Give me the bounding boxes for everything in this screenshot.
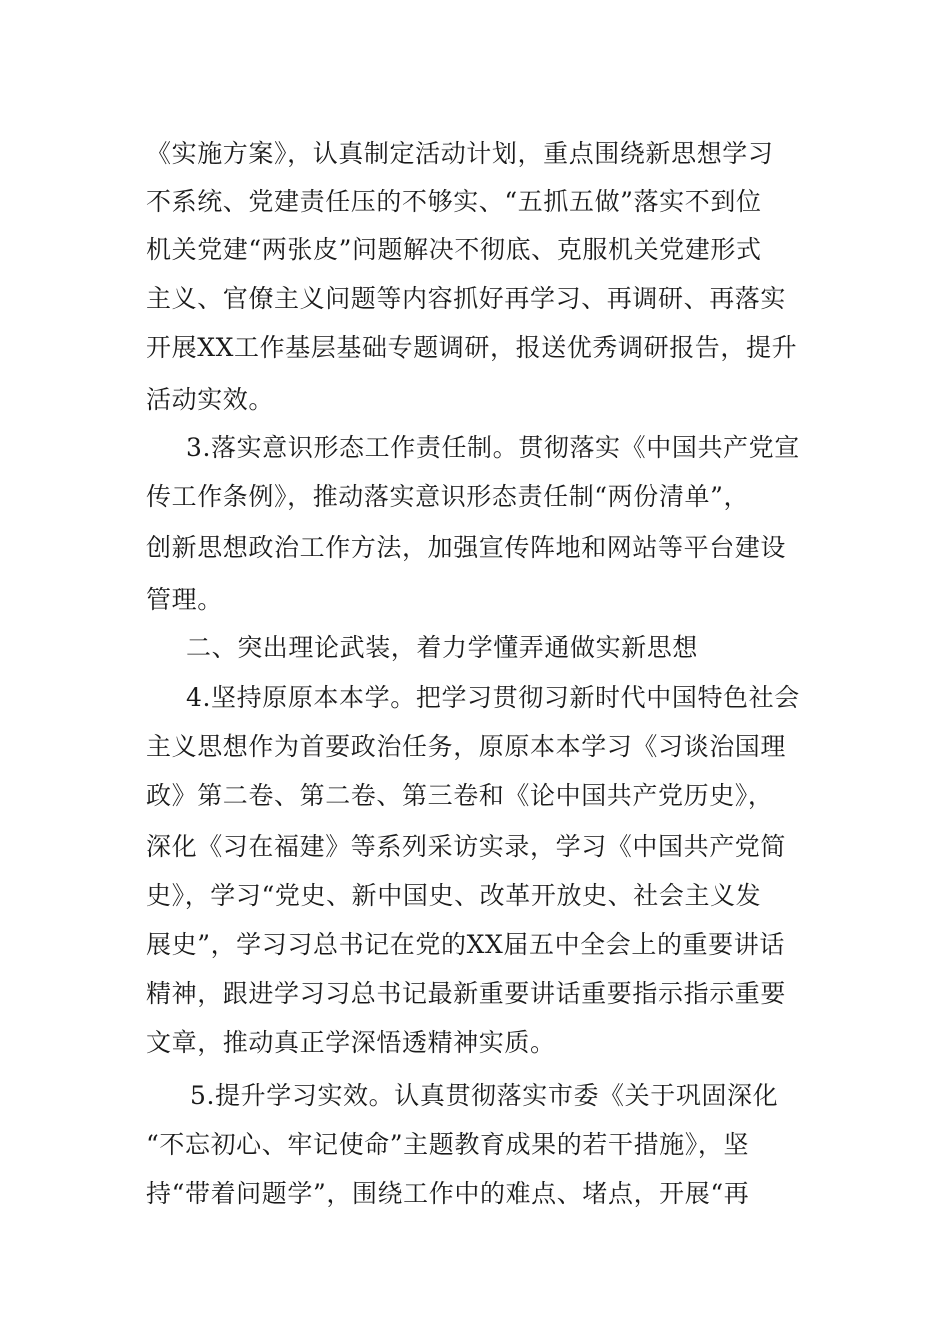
- text-line: 深化《习在福建》等系列采访实录，学习《中国共产党简: [146, 832, 787, 861]
- text-line: 史》，学习“党史、新中国史、改革开放史、社会主义发: [146, 881, 762, 910]
- paragraph-heading-4: 4.坚持原原本本学。把学习贯彻习新时代中国特色社会: [186, 683, 800, 712]
- text-line: 展史”，学习习总书记在党的XX届五中全会上的重要讲话: [146, 930, 785, 959]
- paragraph-heading-5: 5.提升学习实效。认真贯彻落实市委《关于巩固深化: [190, 1081, 779, 1110]
- text-line: 活动实效。: [146, 385, 275, 414]
- text-line: “不忘初心、牢记使命”主题教育成果的若干措施》，坚: [146, 1130, 750, 1159]
- text-line: 管理。: [146, 585, 223, 614]
- text-line: 不系统、党建责任压的不够实、“五抓五做”落实不到位: [146, 187, 762, 216]
- paragraph-heading-3: 3.落实意识形态工作责任制。贯彻落实《中国共产党宣: [186, 433, 800, 462]
- text-line: 开展XX工作基层基础专题调研，报送优秀调研报告，提升: [146, 333, 798, 362]
- text-line: 政》第二卷、第二卷、第三卷和《论中国共产党历史》，: [146, 781, 774, 810]
- text-line: 传工作条例》，推动落实意识形态责任制“两份清单”，: [146, 482, 750, 511]
- text-line: 文章，推动真正学深悟透精神实质。: [146, 1028, 556, 1057]
- text-line: 持“带着问题学”，围绕工作中的难点、堵点，开展“再: [146, 1179, 750, 1208]
- text-line: 机关党建“两张皮”问题解决不彻底、克服机关党建形式: [146, 235, 762, 264]
- text-line: 精神，跟进学习习总书记最新重要讲话重要指示指示重要: [146, 979, 787, 1008]
- text-line: 主义、官僚主义问题等内容抓好再学习、再调研、再落实: [146, 284, 787, 313]
- text-line: 主义思想作为首要政治任务，原原本本学习《习谈治国理: [146, 732, 787, 761]
- text-line: 创新思想政治工作方法，加强宣传阵地和网站等平台建设: [146, 533, 787, 562]
- section-heading-2: 二、突出理论武装，着力学懂弄通做实新思想: [186, 633, 699, 662]
- text-line: 《实施方案》，认真制定活动计划，重点围绕新思想学习: [146, 139, 774, 168]
